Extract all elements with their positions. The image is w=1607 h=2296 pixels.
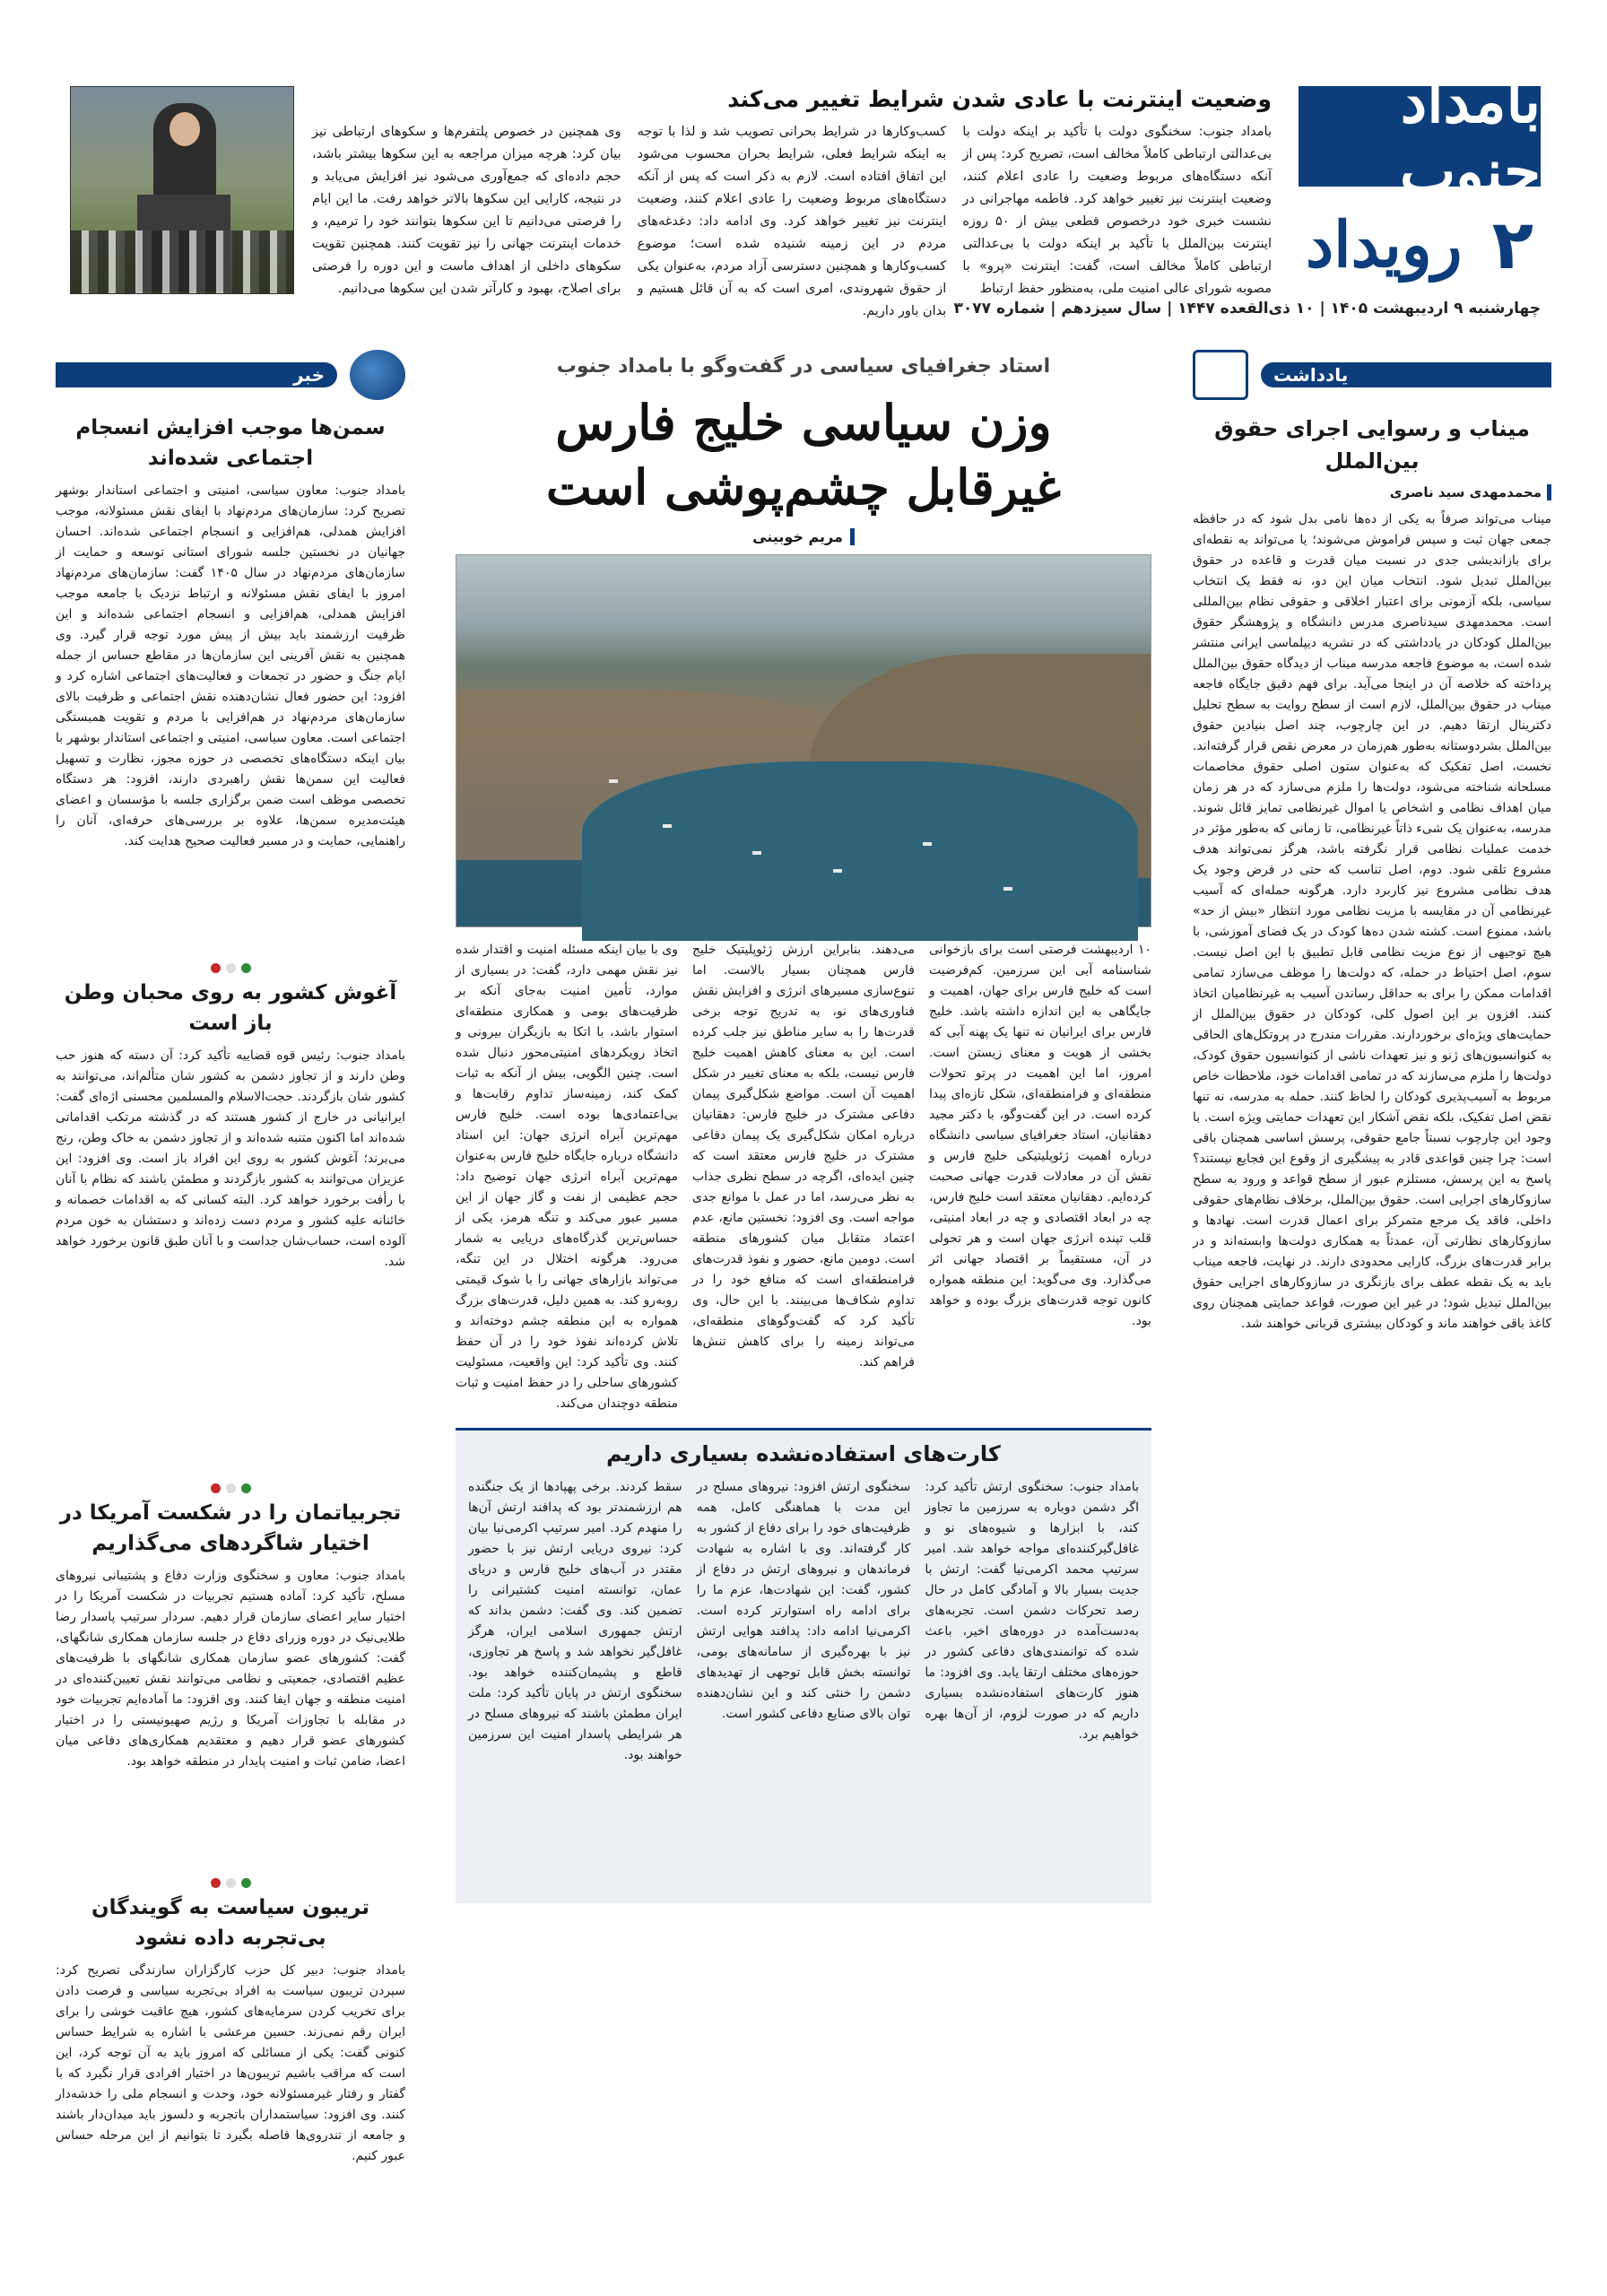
news-item-3 xyxy=(56,1498,405,1862)
dot-white-icon xyxy=(226,963,236,973)
page-title xyxy=(1299,194,1541,294)
globe-icon xyxy=(350,350,405,400)
main-byline xyxy=(456,528,1151,545)
main-story xyxy=(456,350,1151,2260)
main-body-col-2: می‌دهند. بنابراین ارزش ژئوپلیتیک خلیج فارس همچنان بسیار بالاست. اما تنوع‌سازی مسیرهای انرژی و افزایش نقش فناوری‌های نو، به تدریج توجه برخی قدرت‌ها را به سایر مناطق نیز جلب کرده است. این به معنای کاهش اهمیت خلیج فارس نیست، بلکه به معنای تغییر در شکل اهمیت آن است. مواضع شکل‌گیری پیمان دفاعی مشترک در خلیج فارس: دهقانیان درباره امکان شکل‌گیری یک پیمان دفاعی مشترک در خلیج فارس معتقد است که چنین ایده‌ای، اگرچه در سطح نظری جذاب به نظر می‌رسد، اما در عمل با موانع جدی مواجه است. وی افزود: نخستین مانع، عدم اعتماد متقابل میان کشورهای منطقه است. دومین مانع، حضور و نفوذ قدرت‌های فرامنطقه‌ای است که منافع خود را در تداوم شکاف‌ها می‌بینند. با این حال، وی تأکید کرد که گفت‌وگوهای منطقه‌ای، می‌تواند زمینه را برای کاهش تنش‌ها فراهم کند. xyxy=(692,943,915,1370)
news-item-1-body: بامداد جنوب: معاون سیاسی، امنیتی و اجتماعی استاندار بوشهر تصریح کرد: سازمان‌های مردم‌نهاد با ایفای نقش مسئولانه، موجب افزایش همدلی، هم‌افزایی و انسجام اجتماعی شده‌اند. احسان جهانیان در نخستین جلسه شورای استانی توسعه و حمایت از سازمان‌های مردم‌نهاد در سال ۱۴۰۵ گفت: سازمان‌های مردم‌نهاد امروز با ایفای نقش مسئولانه و ارتباط نزدیک با جامعه موجب افزایش همدلی، هم‌افزایی و انسجام اجتماعی شده‌اند و این ظرفیت ارزشمند باید بیش از پیش مورد توجه قرار گیرد. وی همچنین به نقش آفرینی این سازمان‌ها در مقاطع حساس از جمله ایام جنگ و حضور در تجمعات و فعالیت‌های اجتماعی اشاره کرد و افزود: این حضور فعال نشان‌دهنده نقش اجتماعی و ظرفیت بالای سازمان‌های مردم‌نهاد در هم‌افزایی با مردم و تقویت همبستگی اجتماعی است. معاون سیاسی، امنیتی و اجتماعی استاندار بوشهر با بیان اینکه دستگاه‌های تخصصی در حوزه مجوز، نظارت و تسهیل فعالیت این سمن‌ها نقش راهبردی دارند، افزود: هر دستگاه تخصصی موظف است ضمن برگزاری جلسه با مؤسسان و اعضای هیئت‌مدیره سمن‌ها، علاوه بر بررسی‌های حرفه‌ای، آنان را راهنمایی، حمایت و در مسیر فعالیت صحیح هدایت کند. xyxy=(56,483,405,848)
news-column xyxy=(56,350,405,2260)
dot-green-icon xyxy=(241,1878,251,1888)
section-word: رویداد xyxy=(1306,206,1463,282)
main-body xyxy=(456,940,1151,1415)
opinion-ribbon xyxy=(1193,350,1551,400)
opinion-column xyxy=(1193,350,1551,2260)
brand-block xyxy=(1299,66,1541,326)
news-item-4 xyxy=(56,1892,405,2230)
pen-notebook-icon xyxy=(1193,350,1248,400)
dateline: چهارشنبه ۹ اردیبهشت ۱۴۰۵ | ۱۰ ذی‌القعده ۱۴۴۷ | سال سیزدهم | شماره ۳۰۷۷ xyxy=(953,300,1541,317)
army-news-box xyxy=(456,1428,1151,1903)
main-kicker: استاد جغرافیای سیاسی در گفت‌وگو با بامداد جنوب xyxy=(556,355,1051,378)
coastline-aerial-photo xyxy=(456,554,1151,927)
top-news-col-2: کسب‌وکارها در شرایط بحرانی تصویب شد و لذا با توجه به اینکه شرایط فعلی، شرایط بحران محسوب می‌شود این اتفاق افتاده است. لازم به ذکر است که پس از آنکه دستگاه‌های مربوط وضعیت را عادی اعلام کنند، وضعیت اینترنت نیز تغییر خواهد کرد. وی ادامه داد: دغدغه‌های مردم در این زمینه شنیده شده است؛ موضوع کسب‌وکارها و همچنین دسترسی آزاد مردم، به‌عنوان یکی از حقوق شهروندی، امری است که به آن قائل هستیم و بدان باور داریم. xyxy=(637,125,947,318)
news-item-1-title[interactable]: سمن‌ها موجب افزایش انسجام اجتماعی شده‌اند xyxy=(75,416,386,470)
headline-line-2: غیرقابل چشم‌پوشی است xyxy=(545,458,1062,516)
dot-white-icon xyxy=(226,1878,236,1888)
top-news-col-1: بامداد جنوب: سخنگوی دولت با تأکید بر اینکه دولت با بی‌عدالتی ارتباطی کاملاً مخالف است، تصریح کرد: پس از آنکه دستگاه‌های مربوط وضعیت را عادی اعلام کنند، وضعیت اینترنت نیز تغییر خواهد کرد. فاطمه مهاجرانی در نشست خبری خود درخصوص قطعی بیش از ۵۰ روزه اینترنت بین‌الملل با تأکید بر اینکه دولت با بی‌عدالتی ارتباطی کاملاً مخالف است، گفت: اینترنت «پرو» با مصوبه شورای عالی امنیت ملی، به‌منظور حفظ ارتباط xyxy=(962,125,1272,296)
photo-sea xyxy=(582,761,1138,941)
army-news-title[interactable]: کارت‌های استفاده‌نشده بسیاری داریم xyxy=(606,1441,1001,1466)
dot-green-icon xyxy=(241,963,251,973)
news-ribbon-label: خبر xyxy=(56,362,337,387)
news-item-3-body: بامداد جنوب: معاون و سخنگوی وزارت دفاع و پشتیبانی نیروهای مسلح، تأکید کرد: آماده هستیم تجربیات در شکست آمریکا را در اختیار سایر اعضای سازمان قرار دهیم. سردار سرتیپ پاسدار رضا طلایی‌نیک در دوره وزرای دفاع در جلسه سازمان همکاری شانگهای، گفت: کشورهای عضو سازمان همکاری شانگهای با ظرفیت‌های عظیم اقتصادی، جمعیتی و نظامی می‌توانند نقش تعیین‌کننده‌ای در امنیت منطقه و جهان ایفا کنند. وی افزود: ما آماده‌ایم تجربیات خود در مقابله با تجاوزات آمریکا و رژیم صهیونیستی را در اختیار کشورهای عضو قرار دهیم و معتقدیم همکاری‌های دفاعی میان اعضا، ضامن ثبات و امنیت پایدار در منطقه خواهد بود. xyxy=(56,1569,405,1769)
masthead xyxy=(70,66,1541,326)
headline-line-1: وزن سیاسی خلیج فارس xyxy=(555,394,1052,451)
main-body-col-1: ۱۰ اردیبهشت فرصتی است برای بازخوانی شناسنامه آبی این سرزمین. کم‌فرضیت است که خلیج فارس برای جهان، اهمیت و جایگاهی به این اندازه داشته باشد. خلیج فارس برای ایرانیان نه تنها یک پهنه آبی که بخشی از هویت و معنای زیستن است. امروز، اما این اهمیت در پرتو تحولات منطقه‌ای و فرامنطقه‌ای، شکل تازه‌ای پیدا کرده است. در این گفت‌وگو، با دکتر مجید دهقانیان، استاد جغرافیای سیاسی دانشگاه درباره اهمیت ژئوپلیتیکی خلیج فارس و نقش آن در معادلات قدرت جهانی صحبت کرده‌ایم. دهقانیان معتقد است خلیج فارس، چه در ابعاد اقتصادی و چه در ابعاد امنیتی، قلب تپنده انرژی جهان است و هر تحولی در آن، مستقیماً بر اقتصاد جهانی اثر می‌گذارد. وی می‌گوید: این منطقه همواره کانون توجه قدرت‌های بزرگ بوده و خواهد بود. xyxy=(929,943,1151,1328)
main-body-col-3: وی با بیان اینکه مسئله امنیت و اقتدار شده نیز نقش مهمی دارد، گفت: در بسیاری از موارد، تأمین امنیت به‌جای آنکه بر ظرفیت‌های بومی و همکاری منطقه‌ای استوار باشد، با اتکا به بازیگران بیرونی و اتخاذ رویکردهای امنیتی‌محور دنبال شده است. چنین الگویی، بیش از آنکه به ثبات کمک کند، زمینه‌ساز تداوم رقابت‌ها و بی‌اعتمادی‌ها بوده است. خلیج فارس مهم‌ترین آبراه انرژی جهان: این استاد دانشگاه درباره جایگاه خلیج فارس به‌عنوان مهم‌ترین آبراه انرژی جهان توضیح داد: حجم عظیمی از نفت و گاز جهان از این مسیر عبور می‌کند و تنگه هرمز، یکی از حساس‌ترین گذرگاه‌های دریایی به شمار می‌رود. هرگونه اختلال در این تنگه، می‌تواند بازارهای جهانی را با شوک قیمتی روبه‌رو کند. به همین دلیل، قدرت‌های بزرگ همواره به این منطقه چشم دوخته‌اند و تلاش کرده‌اند نفوذ خود را در آن حفظ کنند. وی تأکید کرد: این واقعیت، مسئولیت کشورهای ساحلی را در حفظ امنیت و ثبات منطقه دوچندان می‌کند. xyxy=(456,943,678,1411)
dot-white-icon xyxy=(226,1483,236,1493)
opinion-body: میناب می‌تواند صرفاً به یکی از ده‌ها نامی بدل شود که در حافظه جمعی جهان ثبت و سپس فراموش می‌شوند؛ یا می‌تواند به نقطه‌ای برای بازاندیشی جدی در نسبت میان قدرت و قاعده در حقوق بین‌الملل تبدیل شود. انتخاب میان این دو، نه فقط یک انتخاب سیاسی، بلکه آزمونی برای اعتبار اخلاقی و حقوقی نظام بین‌المللی است. محمدمهدی سیدناصری مدرس دانشگاه و پژوهشگر حقوق بین‌الملل کودکان در یادداشتی که در نشریه دیپلماسی ایرانی منتشر شده است، به موضوع فاجعه مدرسه میناب از دیدگاه حقوق بین‌الملل پرداخته که خلاصه آن در اینجا می‌آید. برای فهم دقیق جایگاه فاجعه میناب در حقوق بین‌الملل، لازم است از سطح روایت به سطح تحلیل دکترینال ارتقا دهیم. در این چارچوب، چند اصل بنیادین حقوق بین‌الملل بشردوستانه به‌طور هم‌زمان در معرض نقض قرار گرفته‌اند. نخست، اصل تفکیک که به‌عنوان ستون اصلی حقوق مخاصمات مسلحانه شناخته می‌شود، دولت‌ها را ملزم می‌سازد که در هر زمان میان اهداف نظامی و اشخاص یا اموال غیرنظامی تمایز قائل شوند. مدرسه، به‌عنوان یک شیء ذاتاً غیرنظامی، تا زمانی که به‌طور مؤثر در خدمت عملیات نظامی قرار نگرفته باشد، هرگز نمی‌تواند هدف مشروع تلقی شود. دوم، اصل تناسب که حتی در فرض وجود یک هدف نظامی مشروع نیز کاربرد دارد. هرگونه حمله‌ای که آسیب غیرنظامی آن در مقایسه با مزیت نظامی مورد انتظار «بیش از حد» باشد، ممنوع است. کشته شدن ده‌ها کودک در یک فضای آموزشی، با هیچ توجیهی از نوع مزیت نظامی قابل تطبیق با این اصل نیست. سوم، اصل احتیاط در حمله، که دولت‌ها را موظف می‌سازد تمامی اقدامات ممکن را برای به حداقل رساندن آسیب به غیرنظامیان اتخاذ کنند. افزون بر این اصول کلی، کودکان در حقوق بین‌الملل از حمایت‌های ویژه‌ای برخوردارند. مقررات مندرج در پروتکل‌های الحاقی به کنوانسیون‌های ژنو و نیز تعهدات ناشی از کنوانسیون حقوق کودک، دولت‌ها را ملزم می‌سازند که در تمامی اقدامات خود، ملاحظات خاص مربوط به آسیب‌پذیری کودکان را لحاظ کنند. حمله به مدرسه، نه تنها نقض اصل تفکیک، بلکه نقض آشکار این تعهدات حمایتی ویژه است. با وجود این چارچوب نسبتاً جامع حقوقی، پرسش اساسی همچنان باقی است: چرا چنین قواعدی قادر به پیشگیری از وقوع این فجایع نیستند؟ پاسخ به این پرسش، مستلزم عبور از سطح قواعد و ورود به سطح سازوکارهای اجرایی است. حقوق بین‌الملل، برخلاف نظام‌های حقوقی داخلی، فاقد یک مرجع متمرکز برای اعمال قدرت است. نهادها و سازوکارهای نظارتی آن، عمدتاً به همکاری دولت‌ها وابسته‌اند و در برابر قدرت‌های بزرگ، کارایی محدودی دارند. در نهایت، فاجعه میناب باید به یک نقطه عطف برای بازنگری در سازوکارهای اجرایی حقوق بین‌الملل تبدیل شود؛ در غیر این صورت، قواعد حمایتی همچنان روی کاغذ باقی خواهند ماند و کودکان بیشتری قربانی خواهند شد. xyxy=(1193,512,1551,1331)
byline-author: مریم خوبینی xyxy=(752,528,855,545)
page-number: ۲ xyxy=(1491,204,1533,284)
ship-icon xyxy=(609,779,618,783)
news-item-1 xyxy=(56,413,405,947)
opinion-ribbon-label: یادداشت xyxy=(1261,362,1551,387)
top-news-title[interactable]: وضعیت اینترنت با عادی شدن شرایط تغییر می‌کند xyxy=(727,86,1272,112)
ship-icon xyxy=(1003,887,1012,891)
opinion-author: محمدمهدی سید ناصری xyxy=(1193,484,1551,500)
separator-dots xyxy=(56,1874,405,1887)
army-news-col-2: سخنگوی ارتش افزود: نیروهای مسلح در این مدت با هماهنگی کامل، همه ظرفیت‌های خود را برای دفاع از کشور به کار گرفته‌اند. وی با اشاره به شهادت فرماندهان و نیروهای ارتش در دفاع از کشور، گفت: این شهادت‌ها، عزم ما را برای ادامه راه استوارتر کرده است. اکرمی‌نیا ادامه داد: پدافند هوایی ارتش نیز با بهره‌گیری از سامانه‌های بومی، توانسته بخش قابل توجهی از تهدیدهای دشمن را خنثی کند و این نشان‌دهنده توان بالای صنایع دفاعی کشور است. xyxy=(696,1480,911,1721)
crowd xyxy=(71,230,293,293)
news-item-3-title[interactable]: تجربیاتمان را در شکست آمریکا در اختیار شاگردهای می‌گذاریم xyxy=(59,1501,402,1555)
main-headline[interactable] xyxy=(456,390,1151,519)
army-news-col-1: بامداد جنوب: سخنگوی ارتش تأکید کرد: اگر دشمن دوباره به سرزمین ما تجاوز کند، با ابزارها و شیوه‌های نو و غافل‌گیرکننده‌ای مواجه خواهد شد. امیر سرتیپ محمد اکرمی‌نیا گفت: ارتش با جدیت بسیار بالا و آمادگی کامل در حال رصد تحرکات دشمن است. تجربه‌های به‌دست‌آمده در دوره‌های اخیر، باعث شده که توانمندی‌های دفاعی کشور در حوزه‌های مختلف ارتقا یابد. وی افزود: ما هنوز کارت‌های استفاده‌نشده بسیاری داریم که در صورت لزوم، از آن‌ها بهره خواهیم برد. xyxy=(925,1480,1139,1742)
opinion-article xyxy=(1193,413,1551,2267)
news-item-2 xyxy=(56,978,405,1467)
dot-red-icon xyxy=(211,1483,221,1493)
ship-icon xyxy=(752,851,761,855)
news-item-4-title[interactable]: تریبون سیاست به گویندگان بی‌تجربه داده نشود xyxy=(91,1896,369,1950)
ship-icon xyxy=(663,824,672,828)
newspaper-logo[interactable]: بامداد جنوب xyxy=(1299,86,1541,187)
army-news-col-3: سقط کردند. برخی پهپادها از یک جنگنده هم ارزشمندتر بود که پدافند ارتش آن‌ها را منهدم کرد. امیر سرتیپ اکرمی‌نیا بیان کرد: نیروی دریایی ارتش نیز با حضور مقتدر در آب‌های خلیج فارس و دریای عمان، توانسته امنیت کشتیرانی را تضمین کند. وی گفت: دشمن بداند که ارتش جمهوری اسلامی ایران، هرگز غافل‌گیر نخواهد شد و پاسخ هر تجاوزی، قاطع و پشیمان‌کننده خواهد بود. سخنگوی ارتش در پایان تأکید کرد: ملت ایران مطمئن باشند که نیروهای مسلح در هر شرایطی پاسدار امنیت این سرزمین خواهند بود. xyxy=(467,1480,682,1762)
dot-red-icon xyxy=(211,1878,221,1888)
top-news-col-3: وی همچنین در خصوص پلتفرم‌ها و سکوهای ارتباطی نیز بیان کرد: هرچه میزان مراجعه به این سکوها بیشتر باشد، حجم داده‌ای که جمع‌آوری می‌شود نیز افزایش می‌یابد و در نتیجه، کارایی این سکوها بالاتر خواهد رفت. ما این ایام را فرصتی می‌دانیم تا این سکوها بتوانند خود را ترمیم، و خدمات اینترنت جهانی را نیز تقویت کنند. همچنین تقویت سکوهای داخلی از اهداف ماست و این دوره را فرصتی برای اصلاح، بهبود و کارآتر شدن این سکوها می‌دانیم. xyxy=(311,125,621,296)
speaker-face xyxy=(169,112,200,146)
opinion-title[interactable]: میناب و رسوایی اجرای حقوق بین‌الملل xyxy=(1214,416,1530,474)
ship-icon xyxy=(923,842,932,846)
news-item-4-body: بامداد جنوب: دبیر کل حزب کارگزاران سازندگی تصریح کرد: سپردن تریبون سیاست به افراد بی‌تجربه سیاسی و فرصت دادن برای تخریب کردن سرمایه‌های کشور، هیچ عاقبت خوشی را برای ایران رقم نمی‌زند. حسین مرعشی با اشاره به شرایط حساس کنونی گفت: یکی از مسائلی که امروز باید به آن توجه کرد، این است که مراقب باشیم تریبون‌ها در اختیار افرادی قرار نگیرد که با گفتار و رفتار غیرمسئولانه خود، وحدت و انسجام ملی را خدشه‌دار کنند. وی افزود: سیاستمداران باتجربه و دلسوز باید میدان‌دار باشند و جامعه از تندروی‌ها فاصله بگیرد تا بتوانیم از این مرحله حساس عبور کنیم. xyxy=(56,1963,405,2163)
separator-dots xyxy=(56,1480,405,1492)
news-item-2-body: بامداد جنوب: رئیس قوه قضاییه تأکید کرد: آن دسته که هنوز حب وطن دارند و از تجاوز دشمن به کشور شان متألم‌اند، می‌توانند به کشور شان بازگردند. حجت‌الاسلام والمسلمین محسنی اژه‌ای گفت: ایرانیانی در خارج از کشور هستند که در گذشته مرتکب اقداماتی شده‌اند اما اکنون متنبه شده‌اند و از تجاوز دشمن به خاک وطن، رنج می‌برند؛ آغوش کشور به روی این افراد باز است. وی افزود: این عزیزان می‌توانند به کشور بازگردند و مطمئن باشند که نظام با آنان با رأفت برخورد خواهد کرد. البته کسانی که به اقدامات خصمانه و خائنانه علیه کشور و مردم دست زده‌اند و دستشان به خون مردم آلوده است، حساب‌شان جداست و با آنان طبق قانون برخورد خواهد شد. xyxy=(56,1048,405,1269)
dot-red-icon xyxy=(211,963,221,973)
separator-dots xyxy=(56,960,405,972)
news-item-2-title[interactable]: آغوش کشور به روی محبان وطن باز است xyxy=(64,981,397,1035)
dot-green-icon xyxy=(241,1483,251,1493)
top-news-photo xyxy=(70,86,294,294)
news-ribbon xyxy=(56,350,405,400)
ship-icon xyxy=(833,869,842,873)
